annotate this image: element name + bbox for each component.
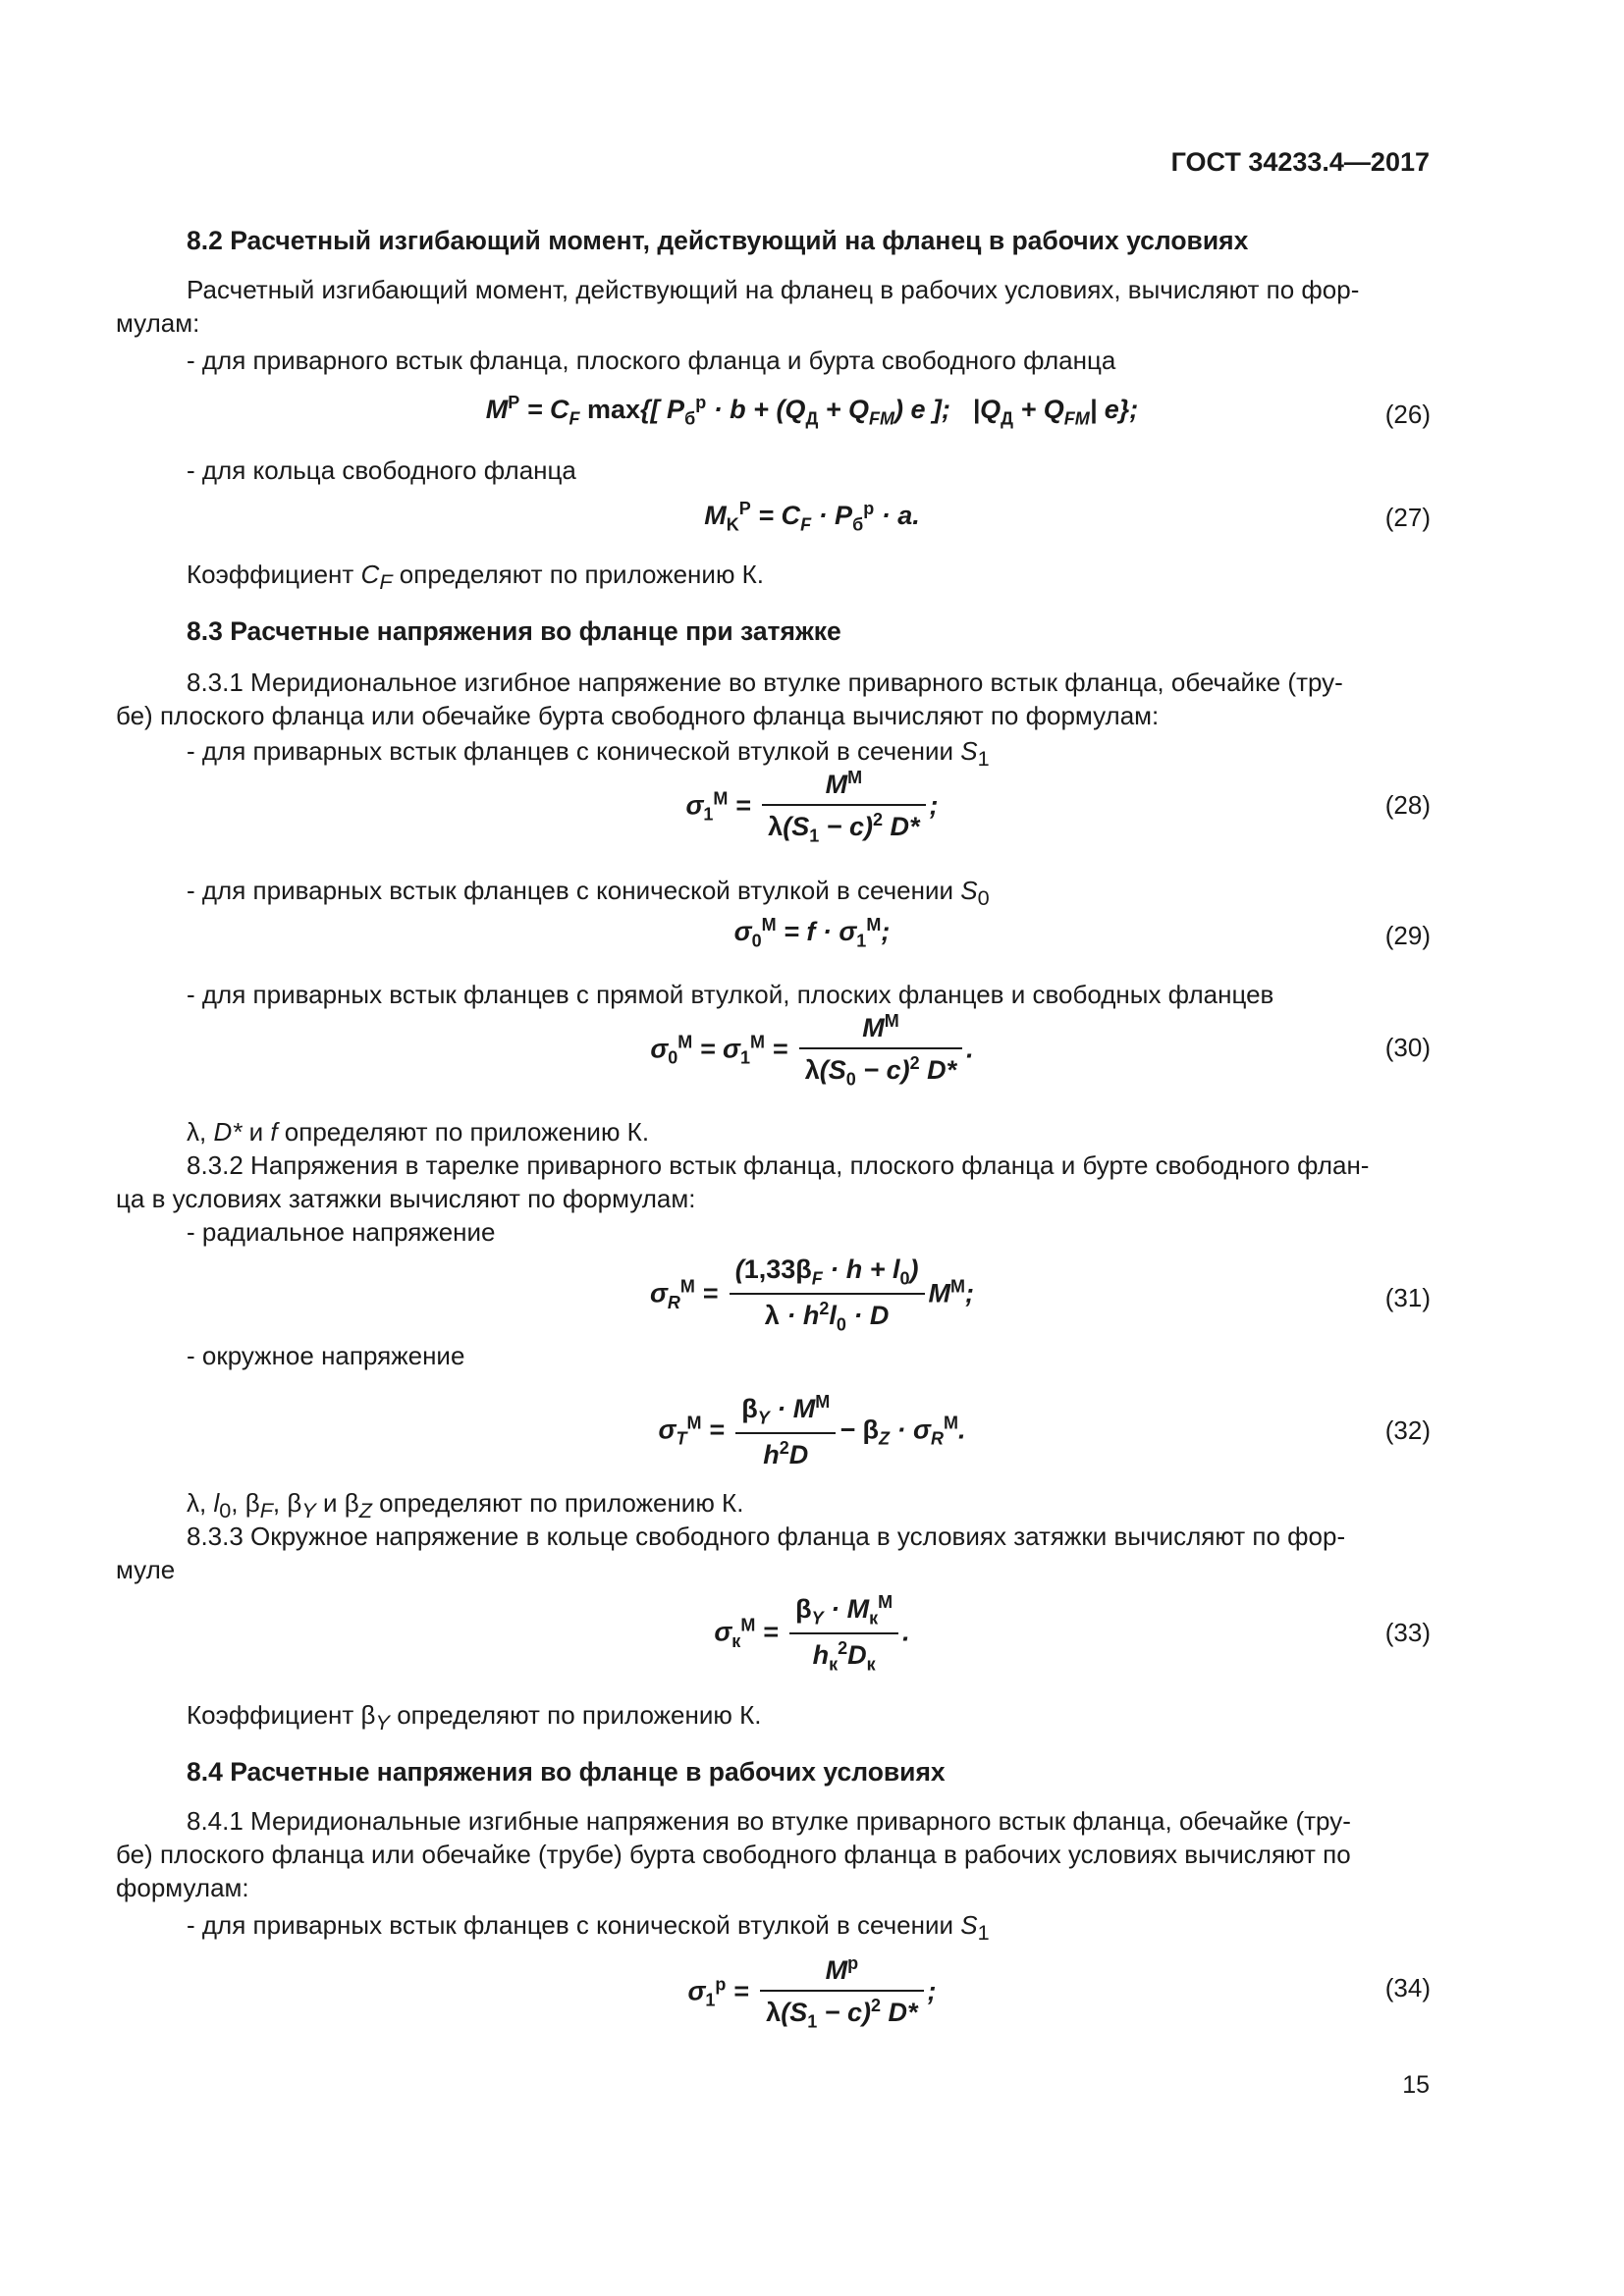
formula-31: $\sigma_R^M$ = $\frac{(1,33\beta_F \cdot h + l_0)}{\lambda \cdot h^2l_0 \cdot D}$ $M^M$; (649, 1255, 974, 1335)
note-text: определяют по приложению К. (389, 1700, 762, 1730)
paragraph-line: 8.3.3 Окружное напряжение в кольце свободного фланца в условиях затяжки вычисляют по фор- (187, 1522, 1346, 1551)
list-item: - окружное напряжение (187, 1341, 465, 1370)
equation-number: (28) (1384, 790, 1431, 820)
page-number: 15 (1402, 2071, 1430, 2099)
equation-number: (32) (1384, 1415, 1431, 1445)
paragraph-line: Расчетный изгибающий момент, действующий на фланец в рабочих условиях, вычисляют по фор- (187, 275, 1360, 304)
formula-26: $M^P = C_F$ max{[ $P_б^p \cdot b + (Q_Д + Q_{FM})$ e ]; $|Q_Д + Q_{FM}|$ e}; (485, 393, 1139, 429)
note-text: Коэффициент (187, 560, 361, 589)
equation-number: (29) (1384, 921, 1431, 950)
list-item-text: - для приварных встык фланцев с конической втулкой в сечении (187, 1910, 961, 1940)
formula-28: $\sigma_1^M$ = $\frac{M^M}{\lambda(S_1 - c)^2 D*}$ ; (685, 768, 939, 846)
document-header: ГОСТ 34233.4—2017 (1170, 147, 1430, 177)
equation-number: (31) (1384, 1283, 1431, 1312)
section-8-2-title: 8.2 Расчетный изгибающий момент, действующий на фланец в рабочих условиях (187, 226, 1249, 255)
section-8-4-title: 8.4 Расчетные напряжения во фланце в рабочих условиях (187, 1757, 946, 1787)
list-item: - для приварных встык фланцев с конической втулкой в сечении $S_0$ (187, 876, 990, 911)
formula-32: $\sigma_T^M$ = $\frac{\beta_Y \cdot M^M}{h^2D}$ − $\beta_Z \cdot \sigma_R^M$. (658, 1392, 966, 1470)
list-item: - для приварного встык фланца, плоского фланца и бурта свободного фланца (187, 346, 1116, 375)
paragraph-line: ца в условиях затяжки вычисляют по формулам: (116, 1184, 696, 1213)
formula-33: $\sigma_к^M$ = $\frac{\beta_Y \cdot M_к^M}{h_к^2D_к}$ . (714, 1592, 910, 1675)
note-text: определяют по приложению К. (277, 1117, 650, 1147)
formula-27: $M_K^P = C_F \cdot P_б^p \cdot a$. (704, 499, 920, 535)
coefficient-note: Коэффициент $C_F$ определяют по приложению К. (187, 560, 765, 595)
list-item: - для приварных встык фланцев с конической втулкой в сечении $S_1$ (187, 736, 990, 772)
equation-number: (26) (1384, 400, 1431, 429)
definition-note: λ, D* и f определяют по приложению К. (187, 1117, 650, 1147)
list-item: - радиальное напряжение (187, 1217, 496, 1247)
list-item-text: - для приварных встык фланцев с конической втулкой в сечении (187, 876, 961, 905)
paragraph-line: бе) плоского фланца или обечайке (трубе) бурта свободного фланца в рабочих условиях вычисляют по (116, 1840, 1351, 1869)
list-item: - для приварных встык фланцев с конической втулкой в сечении $S_1$ (187, 1910, 990, 1946)
paragraph-line: 8.3.2 Напряжения в тарелке приварного встык фланца, плоского фланца и бурте свободного флан- (187, 1150, 1370, 1180)
equation-number: (33) (1384, 1618, 1431, 1647)
section-8-3-title: 8.3 Расчетные напряжения во фланце при затяжке (187, 616, 841, 646)
note-text: определяют по приложению К. (371, 1488, 744, 1518)
paragraph-line: муле (116, 1555, 176, 1584)
paragraph-line: 8.4.1 Меридиональные изгибные напряжения во втулке приварного встык фланца, обечайке (тру- (187, 1806, 1351, 1836)
note-text: Коэффициент (187, 1700, 361, 1730)
formula-29: $\sigma_0^M = f \cdot \sigma_1^M$; (733, 915, 891, 951)
equation-number: (34) (1384, 1973, 1431, 2002)
equation-number: (27) (1384, 503, 1431, 532)
paragraph-line: формулам: (116, 1873, 249, 1902)
paragraph-line: 8.3.1 Меридиональное изгибное напряжение во втулке приварного встык фланца, обечайке (тру- (187, 667, 1343, 697)
equation-number: (30) (1384, 1033, 1431, 1062)
list-item: - для приварных встык фланцев с прямой втулкой, плоских фланцев и свободных фланцев (187, 980, 1274, 1009)
list-item: - для кольца свободного фланца (187, 455, 576, 485)
definition-note: λ, $l_0$, $\beta_F$, $\beta_Y$ и $\beta_Z$ определяют по приложению К. (187, 1488, 744, 1523)
formula-30: $\sigma_0^M = \sigma_1^M$ = $\frac{M^M}{\lambda(S_0 - c)^2 D*}$ . (650, 1011, 974, 1090)
coefficient-note: Коэффициент $\beta_Y$ определяют по приложению К. (187, 1700, 762, 1735)
paragraph-line: мулам: (116, 308, 200, 338)
list-item-text: - для приварных встык фланцев с конической втулкой в сечении (187, 736, 961, 766)
note-text: определяют по приложению К. (392, 560, 765, 589)
formula-34: $\sigma_1^p$ = $\frac{M^p}{\lambda(S_1 - c)^2 D*}$ ; (687, 1953, 937, 2032)
paragraph-line: бе) плоского фланца или обечайке бурта свободного фланца вычисляют по формулам: (116, 701, 1160, 730)
